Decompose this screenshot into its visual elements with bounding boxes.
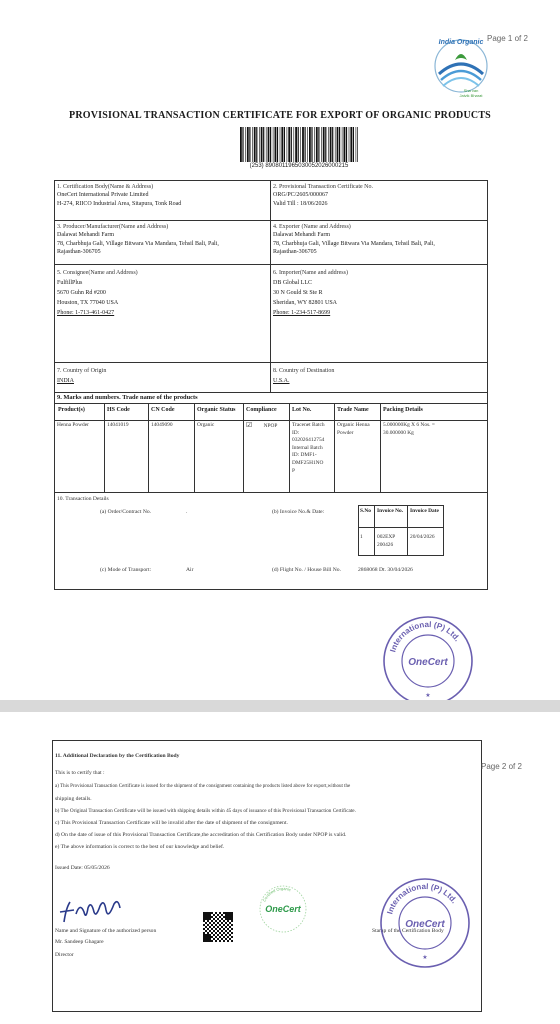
column-divider — [148, 403, 149, 492]
lot-line: Tracenet Batch — [292, 422, 325, 428]
stamp2-ring-text: International (P) Ltd. — [385, 881, 459, 916]
row-divider — [54, 492, 488, 493]
trade-line: Organic Henna — [337, 422, 370, 428]
section10-label: 10. Transaction Details — [57, 496, 109, 502]
trade-line: Powder — [337, 429, 354, 436]
box8-label: 8. Country of Destination — [273, 368, 335, 374]
packing-line: 5.000000Kg X 6 Nos. = — [383, 422, 435, 428]
column-divider — [194, 403, 195, 492]
declaration-item-b: b) The Original Transaction Certificate will be issued with shipping details within 45 days of issuance of this Provisional Transaction Certificate. — [55, 808, 356, 814]
col-trade-name: Trade Name — [337, 407, 369, 413]
consignee-phone: Phone: 1-713-461-0427 — [57, 310, 115, 316]
valid-till: Valid Till : 18/06/2026 — [273, 200, 328, 207]
inv-col-number: Invoice No. — [377, 508, 404, 514]
column-divider — [243, 403, 244, 492]
declaration-item-c: c) This Provisional Transaction Certificate will be invalid after the date of shipment of the consignment. — [55, 820, 288, 826]
exporter-box — [270, 221, 488, 259]
column-divider — [104, 403, 105, 492]
producer-name: Dalawat Mehandi Farm — [57, 232, 114, 239]
cell-cn-code: 14049090 — [151, 422, 173, 428]
barcode-text: (253) 8908011965030052026000215 — [249, 163, 349, 169]
onecert-stamp-icon-2 — [377, 875, 473, 971]
checkbox-checked-icon: ☑ — [246, 421, 253, 429]
cell-compliance — [244, 421, 289, 432]
svg-text:★: ★ — [425, 692, 431, 699]
certificate-page-2 — [0, 712, 560, 1024]
column-divider — [380, 403, 381, 492]
packing-line: 30.000000 Kg — [383, 429, 414, 436]
signatory-label: Name and Signature of the authorized person — [55, 928, 157, 934]
declaration-item-a: a) This Provisional Transaction Certificate is issued for the shipment of the consignment containing the products listed above for export,without the — [55, 784, 351, 789]
invoice-label: (b) Invoice No.& Date: — [272, 509, 325, 515]
country-of-origin: INDIA — [57, 378, 74, 384]
compliance-standard: NPOP — [263, 423, 278, 429]
cell-trade-name — [335, 421, 380, 438]
section9-label: 9. Marks and numbers. Trade name of the products — [57, 394, 198, 401]
cell-lot-no — [290, 421, 334, 476]
cell-organic-status: Organic — [197, 422, 215, 428]
row-divider — [54, 264, 488, 265]
column-divider — [334, 403, 335, 492]
inv-col-sno: S.No — [360, 508, 371, 514]
cell-hs-code: 14041019 — [107, 422, 129, 428]
onecert-certified-seal-icon — [258, 884, 308, 934]
certification-body-address: H-274, RIICO Industrial Area, Sitapura, Tonk Road — [57, 200, 182, 207]
inv-cell-sno: 1 — [360, 534, 363, 540]
box2-label: 2. Provisional Transaction Certificate No. — [273, 184, 373, 190]
seal-label: Stamp of the Certification Body — [372, 928, 444, 934]
exporter-address: 78, Charbhuja Gali, Village Bitwara Via Mandara, Tehsil Bali, Pali, — [273, 240, 435, 247]
consignee-line-2: Houston, TX 77040 USA — [57, 300, 119, 306]
flight-label: (d) Flight No. / House Bill No. — [272, 567, 341, 573]
importer-line-2: Sheridan, WY 82801 USA — [273, 300, 337, 306]
logo-title: India Organic — [438, 39, 484, 46]
box5-label: 5. Consignee(Name and Address) — [57, 270, 138, 276]
certificate-title: PROVISIONAL TRANSACTION CERTIFICATE FOR EXPORT OF ORGANIC PRODUCTS — [69, 110, 491, 121]
order-label: (a) Order/Contract No. — [100, 509, 152, 515]
stamp-brand: OneCert — [408, 657, 448, 668]
logo-tagline: Sha van — [463, 88, 479, 93]
barcode-icon — [240, 127, 358, 162]
lot-line: ID: — [292, 429, 300, 436]
seal-ring-text: Certified Organic — [261, 885, 292, 903]
stamp2-brand: OneCert — [405, 919, 445, 930]
cell-packing — [381, 421, 488, 438]
inv-cell-date: 20/04/2026 — [410, 534, 435, 540]
col-product: Product(s) — [58, 407, 85, 413]
declaration-item-e: e) The above information is correct to the best of our knowledge and belief. — [55, 844, 225, 850]
flight-value: 2868068 Dt. 30/04/2026 — [358, 567, 413, 573]
page-separator — [0, 700, 560, 712]
certificate-number: ORG/PC/2605/000067 — [273, 192, 329, 199]
origin-box — [54, 364, 270, 388]
inv-cell-number: 002EXP 200426 — [377, 534, 396, 548]
declaration-item-a2: shipping details. — [55, 796, 92, 802]
box7-label: 7. Country of Origin — [57, 368, 107, 374]
col-lot-no: Lot No. — [292, 407, 312, 413]
declaration-item-d: d) On the date of issue of this Provisional Transaction Certificate,the accreditation of this Certification Body under NPOP is valid. — [55, 832, 347, 838]
issued-date: Issued Date: 05/05/2026 — [55, 865, 110, 871]
country-of-destination: U.S.A. — [273, 378, 290, 384]
lot-line: 032026412754 — [292, 437, 325, 444]
certification-body-name: OneCert International Private Limited — [57, 192, 149, 199]
box4-label: 4. Exporter (Name and Address) — [273, 224, 351, 230]
box3-label: 3. Producer/Manufacturer(Name and Address) — [57, 224, 169, 230]
row-divider — [54, 362, 488, 363]
logo-tagline-2: Jaivik Bharat — [459, 93, 483, 98]
stamp-ring-text: International (P) Ltd. — [388, 619, 462, 654]
qr-code-icon — [203, 912, 233, 956]
svg-text:★: ★ — [422, 954, 428, 961]
page-number-2: Page 2 of 2 — [481, 762, 522, 771]
destination-box — [270, 364, 488, 388]
signatory-name: Mr. Sandeep Ghagare — [55, 939, 104, 945]
producer-address: 78, Charbhuja Gali, Village Bitwara Via Mandara, Tehsil Bali, Pali, — [57, 240, 219, 247]
importer-box — [270, 266, 488, 320]
cell-product: Henna Powder — [57, 422, 89, 428]
col-organic-status: Organic Status — [197, 407, 236, 413]
onecert-stamp-icon — [380, 613, 476, 709]
declaration-heading: 11. Additional Declaration by the Certification Body — [55, 753, 180, 759]
lot-line: Internal Batch — [292, 444, 323, 451]
producer-box — [54, 221, 270, 259]
exporter-address-2: Rajasthan-306705 — [273, 249, 317, 256]
box1-label: 1. Certification Body(Name & Address) — [57, 184, 154, 190]
importer-line-1: 30 N Gould St Ste R — [273, 290, 323, 296]
page-number: Page 1 of 2 — [487, 34, 528, 43]
signatory-title: Director — [55, 952, 74, 958]
exporter-name: Dalawat Mehandi Farm — [273, 232, 330, 239]
lot-line: DMF25H1NO — [292, 459, 324, 466]
inv-col-date: Invoice Date — [410, 508, 439, 514]
certificate-number-box — [270, 181, 488, 210]
col-hs-code: HS Code — [107, 407, 130, 413]
col-cn-code: CN Code — [151, 407, 175, 413]
consignee-name: FulfillPlus — [57, 280, 83, 286]
consignee-line-1: 5670 Guhn Rd #200 — [57, 290, 106, 296]
row-divider — [358, 527, 444, 528]
lot-line: P — [292, 467, 295, 474]
signature-icon — [58, 894, 128, 928]
producer-address-2: Rajasthan-306705 — [57, 249, 101, 256]
certify-text: This is to certify that : — [55, 770, 105, 776]
india-organic-logo-icon — [425, 30, 497, 102]
transport-value: Air — [186, 567, 194, 573]
importer-name: DB Global LLC — [273, 280, 312, 286]
seal-brand: OneCert — [265, 904, 301, 914]
col-packing: Packing Details — [383, 407, 423, 413]
order-value: . — [186, 509, 188, 515]
certification-body-box — [54, 181, 270, 210]
importer-phone: Phone: 1-234-517-8699 — [273, 310, 331, 316]
row-divider — [54, 403, 488, 404]
lot-line: ID: DMF1- — [292, 452, 317, 459]
transport-label: (c) Mode of Transport: — [100, 567, 152, 573]
svg-text:Certified Organic — [262, 886, 292, 902]
consignee-box — [54, 266, 270, 320]
col-compliance: Compliance — [246, 407, 277, 413]
box6-label: 6. Importer(Name and address) — [273, 270, 348, 276]
